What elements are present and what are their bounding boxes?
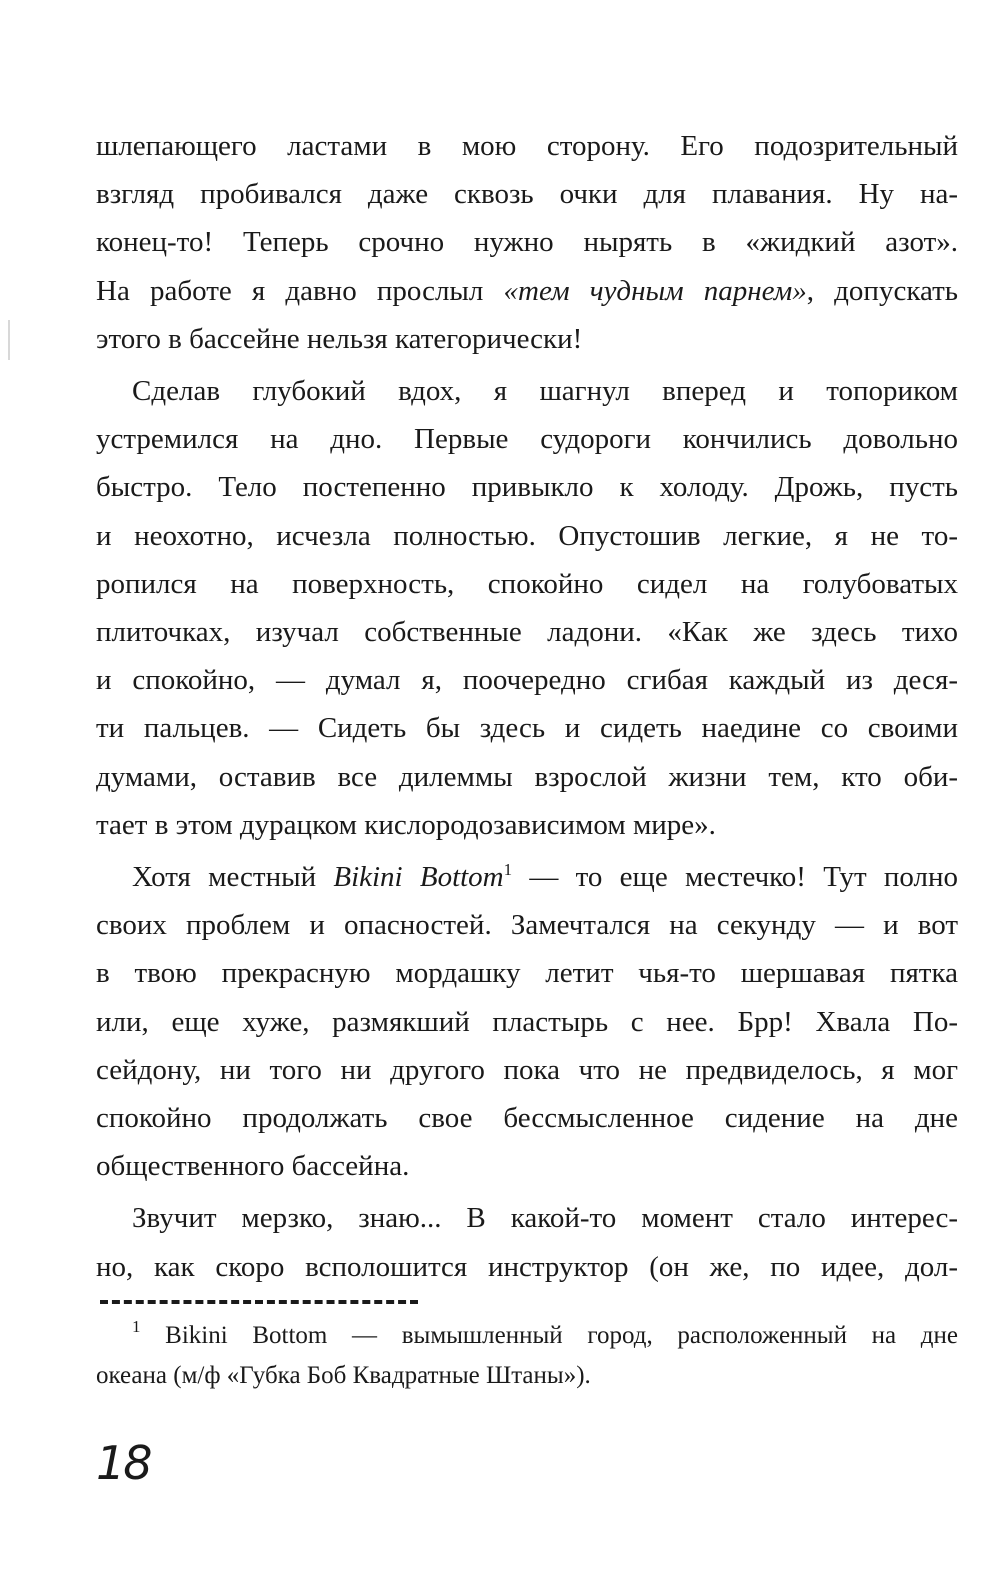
text-line: устремился на дно. Первые судороги кончились довольно	[96, 423, 958, 456]
text-line: спокойно продолжать свое бессмысленное сидение на дне	[96, 1102, 958, 1135]
text-line: ти пальцев. — Сидеть бы здесь и сидеть наедине со своими	[96, 712, 958, 745]
italic-name: Bikini Bottom	[333, 861, 504, 894]
text-line: быстро. Тело постепенно привыкло к холоду. Дрожь, пусть	[96, 471, 958, 504]
text-line: Звучит мерзко, знаю... В какой-то момент стало интерес-	[132, 1202, 958, 1235]
footnote-line	[96, 1316, 958, 1356]
text-line: общественного бассейна.	[96, 1150, 410, 1183]
text-run: , допускать	[806, 274, 958, 307]
footnote-divider	[100, 1300, 418, 1304]
paragraph-1	[96, 122, 958, 363]
paragraph-4	[96, 1194, 958, 1290]
body-text	[96, 122, 958, 1295]
italic-quote: «тем чудным парнем»	[503, 274, 807, 307]
text-line	[96, 267, 958, 315]
text-run: — то еще местечко! Тут полно	[512, 861, 959, 894]
footnote-reference[interactable]: 1	[503, 860, 513, 880]
text-line: шлепающего ластами в мою сторону. Его подозрительный	[96, 130, 958, 162]
text-line: ропился на поверхность, спокойно сидел на голубоватых	[96, 567, 958, 600]
text-line: сейдону, ни того ни другого пока что не предвиделось, я мог	[96, 1053, 958, 1086]
text-line: плиточках, изучал собственные ладони. «Как же здесь тихо	[96, 616, 958, 649]
footnote-text: Bikini Bottom — вымышленный город, расположенный на дне	[140, 1322, 958, 1349]
text-line: и спокойно, — думал я, поочередно сгибая каждый из деся-	[96, 664, 958, 697]
page-number: 18	[96, 1436, 151, 1490]
text-line: Сделав глубокий вдох, я шагнул вперед и топориком	[132, 375, 958, 408]
text-line: взгляд пробивался даже сквозь очки для плавания. Ну на-	[96, 178, 958, 211]
text-line: этого в бассейне нельзя категорически!	[96, 322, 583, 355]
text-line: и неохотно, исчезла полностью. Опустошив легкие, я не то-	[96, 519, 958, 552]
margin-scan-mark	[8, 320, 10, 360]
footnote	[96, 1316, 958, 1396]
text-line: тает в этом дурацком кислородозависимом мире».	[96, 808, 716, 841]
text-run: На работе я давно прослыл	[96, 274, 504, 307]
text-line: но, как скоро всполошится инструктор (он же, по идее, дол-	[96, 1250, 958, 1283]
footnote-marker: 1	[132, 1317, 141, 1336]
text-line: конец-то! Теперь срочно нужно нырять в «жидкий азот».	[96, 226, 958, 259]
paragraph-3	[96, 853, 958, 1190]
paragraph-2	[96, 367, 958, 849]
text-line: в твою прекрасную мордашку летит чья-то шершавая пятка	[96, 957, 958, 990]
text-line: или, еще хуже, размякший пластырь с нее. Брр! Хвала По-	[96, 1005, 958, 1038]
text-line: своих проблем и опасностей. Замечтался на секунду — и вот	[96, 909, 958, 942]
text-line: думами, оставив все дилеммы взрослой жизни тем, кто оби-	[96, 760, 958, 793]
footnote-line: океана (м/ф «Губка Боб Квадратные Штаны»).	[96, 1362, 591, 1389]
text-run: Хотя местный	[132, 861, 334, 894]
text-line	[96, 853, 958, 901]
